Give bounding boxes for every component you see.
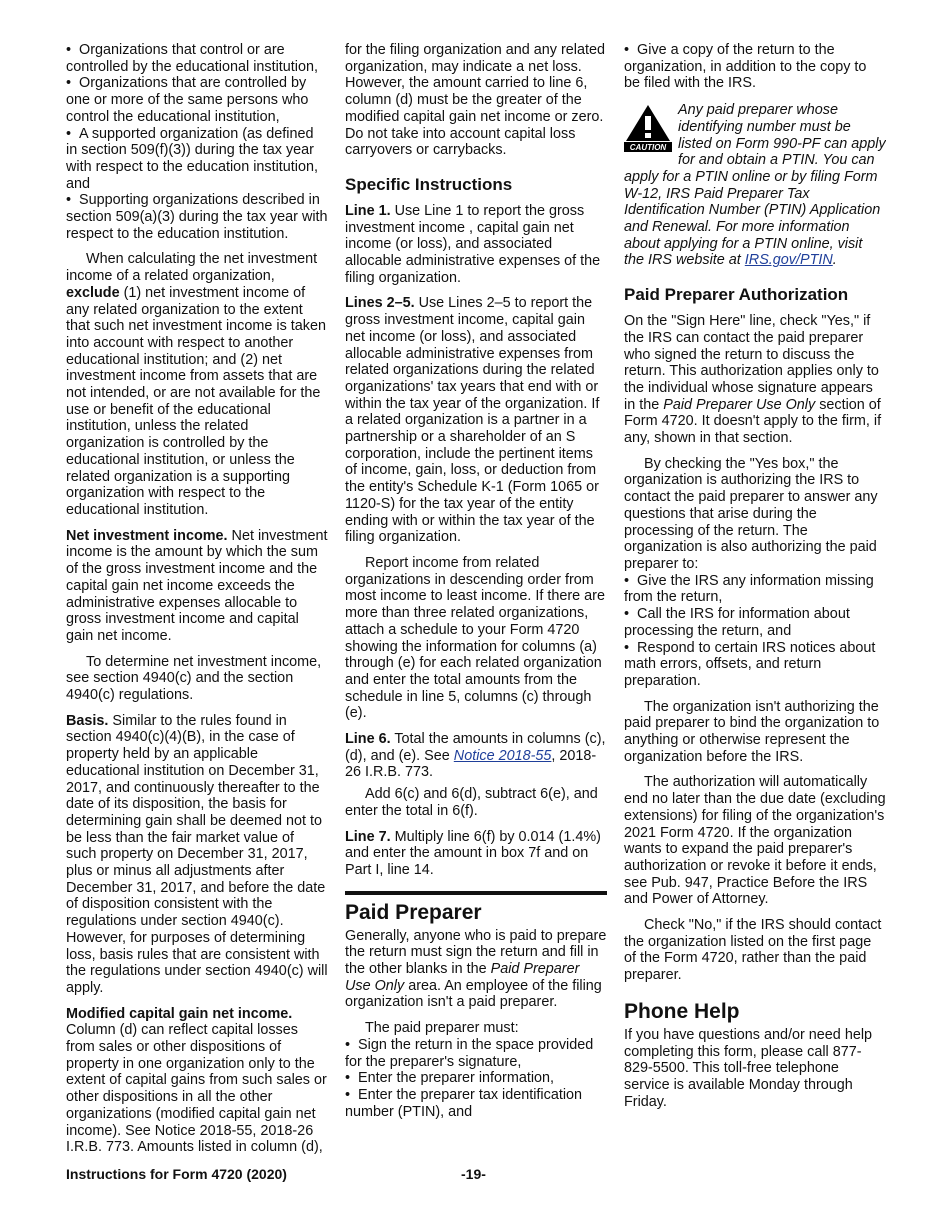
bullet-item: • Enter the preparer information, [345, 1070, 607, 1087]
paragraph-sign-here: On the "Sign Here" line, check "Yes," if the IRS can contact the paid preparer who signed the return to discuss the return. This authorization applies only to the individual whose signature appears in the Paid Preparer Use Only section of Form 4720. It doesn't apply to the firm, if any, shown in that section. [624, 313, 882, 447]
column-left [66, 42, 328, 1165]
paragraph-automatic-end: The authorization will automatically end no later than the due date (excluding extensions) for filing of the organization's 2021 Form 4720. If the organization wants to expand the paid preparer's authorization or revoke it before it ends, see Pub. 947, Practice Before the IRS and Power of Attorney. [624, 774, 886, 908]
caution-label: CAUTION [629, 143, 667, 153]
paragraph-modified-capital-gain: Modified capital gain net income. Column (d) can reflect capital losses from sales or other dispositions of property in one organization only to the extent of capital gains from such sales or other dispositions in all the other organizations (modified capital gain net income). See Notice 2018-55, 2018-26 I.R.B. 773. Amounts listed in column (d), [66, 1005, 327, 1156]
footer-title: Instructions for Form 4720 (2020) [66, 1166, 287, 1182]
paragraph-line-6: Line 6. Total the amounts in columns (c), (d), and (e). See Notice 2018-55, 2018-26 I.R.B. 773. [345, 731, 606, 781]
bullet-item: • Organizations that are controlled by one or more of the same persons who control the educational institution, [66, 75, 328, 125]
run-in-heading: Net investment income. [66, 527, 228, 544]
run-in-heading: Line 7. [345, 828, 391, 845]
paragraph-must: The paid preparer must: [365, 1020, 519, 1037]
bullet-item: • Enter the preparer tax identification number (PTIN), and [345, 1087, 607, 1120]
paragraph-net-investment-income: Net investment income. Net investment income is the amount by which the sum of the gross investment income and the capital gain net income exceeds the administrative expenses allocable to gross investment income and capital gain net income. [66, 527, 328, 644]
irs-ptin-link[interactable]: IRS.gov/PTIN [744, 252, 833, 269]
paragraph-not-authorizing: The organization isn't authorizing the paid preparer to bind the organization to anything or otherwise represent the organization before the IRS. [624, 698, 880, 765]
paragraph-add: Add 6(c) and 6(d), subtract 6(e), and enter the total in 6(f). [345, 786, 598, 819]
paragraph-lines-2-5: Lines 2–5. Use Lines 2–5 to report the gross investment income, capital gain net income (or loss), and associated allocable administrative expenses from related organizations during the related organizations' tax years that end with or within the tax year of the organization. If a related organization is a partner in a partnership or a shareholder of an S corporation, include the pertinent items of income, gain, loss, or deduction from the entity's Schedule K-1 (Form 1065 or 1120-S) for the tax year of the entity ending with or within the tax year of the filing organization. [345, 295, 600, 546]
paragraph-line-1: Line 1. Use Line 1 to report the gross investment income , capital gain net income (or loss), and associated allocable administrative expenses of the filing organization. [345, 202, 601, 286]
bullet-item: • Organizations that control or are controlled by the educational institution, [66, 42, 328, 75]
heading-specific-instructions: Specific Instructions [345, 174, 513, 194]
paragraph-line-7: Line 7. Multiply line 6(f) by 0.014 (1.4%) and enter the amount in box 7f and on Part I, line 14. [345, 828, 601, 878]
caution-box: CAUTION Any paid preparer whose identifying number must be listed on Form 990-PF can apply for and obtain a PTIN. You can apply for a PTIN online or by filing Form W-12, IRS Paid Preparer Tax Identification Number (PTIN) Application and Renewal. For more information about applying for a PTIN online, visit the IRS website at IRS.gov/PTIN. [624, 102, 886, 269]
paragraph-phone-help: If you have questions and/or need help completing this form, please call 877-829-5500. This toll-free telephone service is available Monday through Friday. [624, 1026, 873, 1110]
column-right [624, 42, 886, 1119]
paragraph-related-calc: When calculating the net investment income of a related organization, exclude (1) net investment income of any related organization to the extent that such net investment income is taken into account with respect to another educational institution; and (2) net investment income from assets that are not intended, or are not available for the use or benefit of the educational institution, unless the related organization is controlled by the educational institution, or unless the related organization is a supporting organization with respect to the educational institution. [66, 251, 326, 518]
caution-warning-icon [624, 104, 672, 152]
paragraph-continued: for the filing organization and any related organization, may indicate a net loss. However, the amount carried to line 6, column (d) must be the greater of the modified capital gain net income or zero. Do not take into account capital loss carryovers or carrybacks. [345, 42, 606, 159]
column-middle [345, 42, 607, 1120]
page-number: -19- [461, 1166, 486, 1182]
paragraph-basis: Basis. Similar to the rules found in section 4940(c)(4)(B), in the case of property held by an applicable educational institution on December 31, 2017, and continuously thereafter to the date of its disposition, the basis for determining gain shall be deemed not to be less than the fair market value of such property on December 31, 2017, plus or minus all adjustments after December 31, 2017, and before the date of disposition consistent with the regulations under section 4940(c). However, for purposes of determining loss, basis rules that are consistent with the regulations under section 4940(c) will apply. [66, 712, 328, 996]
heading-paid-preparer-authorization: Paid Preparer Authorization [624, 285, 849, 305]
run-in-heading: Line 6. [345, 731, 391, 748]
run-in-heading: Modified capital gain net income. [66, 1005, 293, 1022]
bullet-item: • Respond to certain IRS notices about math errors, offsets, and return preparation. [624, 640, 886, 690]
heading-phone-help: Phone Help [624, 999, 740, 1023]
bullet-item: • A supported organization (as defined in section 509(f)(3)) during the tax year with respect to the education institution, and [66, 126, 328, 193]
bullet-item: • Supporting organizations described in section 509(a)(3) during the tax year with respect to the education institution. [66, 192, 328, 242]
bullet-item: • Call the IRS for information about processing the return, and [624, 606, 886, 639]
bullet-item: • Give the IRS any information missing from the return, [624, 573, 886, 606]
notice-2018-55-link[interactable]: Notice 2018-55 [453, 747, 552, 764]
section-divider [345, 891, 607, 1121]
caution-text: Any paid preparer whose identifying number must be listed on Form 990-PF can apply for and obtain a PTIN. You can apply for a PTIN online or by filing Form W-12, IRS Paid Preparer Tax Identification Number (PTIN) Application and Renewal. For more information about applying for a PTIN online, visit the IRS website at [624, 102, 886, 269]
paragraph-report-income: Report income from related organizations in descending order from most income to least income. If there are more than three related organizations, attach a schedule to your Form 4720 showing the information for columns (a) through (e) for each related organization and enter the total amounts from the schedule in line 5, columns (c) through (e). [345, 554, 605, 722]
paragraph-check-no: Check "No," if the IRS should contact the organization listed on the first page of the Form 4720, rather than the paid preparer. [624, 917, 882, 984]
heading-paid-preparer: Paid Preparer [345, 900, 482, 924]
paragraph-paid-preparer: Generally, anyone who is paid to prepare the return must sign the return and fill in the other blanks in the Paid Preparer Use Only area. An employee of the filing organization isn't a paid preparer. [345, 927, 607, 1011]
run-in-heading: Basis. [66, 712, 109, 729]
paragraph-by-checking: By checking the "Yes box," the organization is authorizing the IRS to contact the paid preparer to answer any questions that arise during the processing of the return. The organization is also authorizing the paid preparer to: [624, 455, 878, 572]
bullet-item: • Sign the return in the space provided for the preparer's signature, [345, 1037, 607, 1070]
bullet-item: • Give a copy of the return to the organization, in addition to the copy to be filed with the IRS. [624, 42, 886, 92]
paragraph-determine: To determine net investment income, see section 4940(c) and the section 4940(c) regulations. [66, 653, 322, 704]
run-in-heading: Line 1. [345, 202, 391, 219]
run-in-heading: Lines 2–5. [345, 295, 415, 312]
